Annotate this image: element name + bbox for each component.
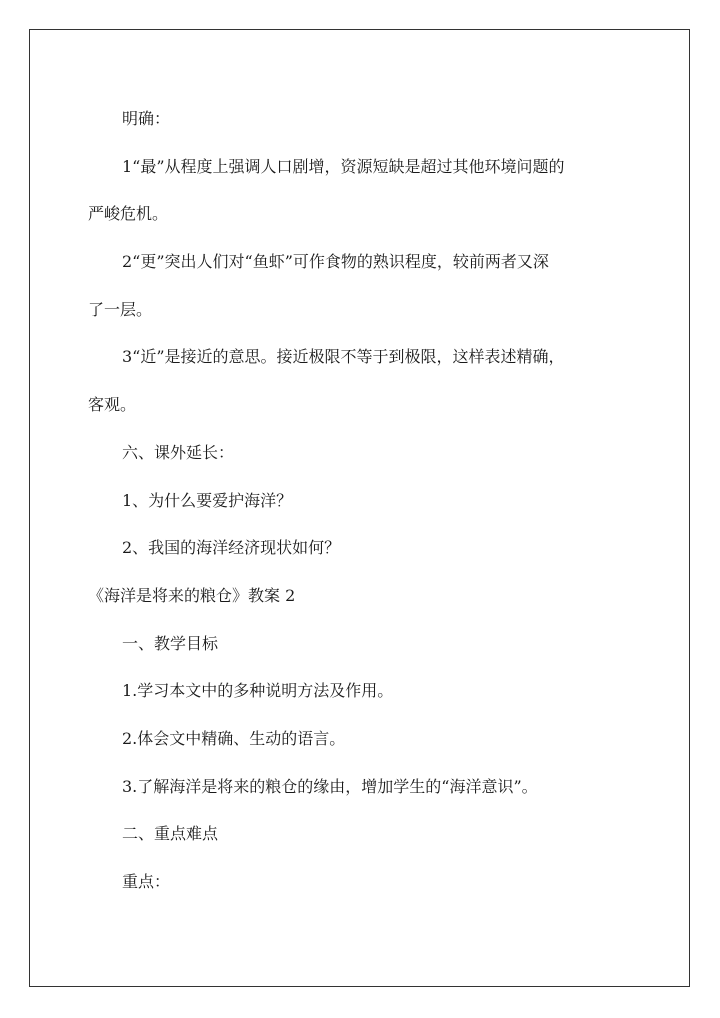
paragraph-line: 了一层。 (88, 299, 153, 319)
paragraph-line: 重点： (122, 872, 171, 891)
paragraph-line: 2“更”突出人们对“鱼虾”可作食物的熟识程度，较前两者又深 (122, 252, 549, 272)
section-heading: 一、教学目标 (122, 633, 219, 653)
list-item: 3.了解海洋是将来的粮仓的缘由，增加学生的“海洋意识”。 (122, 776, 538, 796)
paragraph-line: 客观。 (88, 395, 137, 415)
list-item: 2.体会文中精确、生动的语言。 (122, 728, 346, 748)
paragraph-line: 严峻危机。 (88, 204, 169, 224)
document-title: 《海洋是将来的粮仓》教案 2 (88, 585, 296, 605)
list-item: 1.学习本文中的多种说明方法及作用。 (122, 681, 394, 701)
document-body (88, 95, 648, 906)
list-item: 2、我国的海洋经济现状如何？ (122, 538, 341, 558)
section-heading: 二、重点难点 (122, 824, 219, 844)
paragraph-line: 1“最”从程度上强调人口剧增，资源短缺是超过其他环境问题的 (122, 156, 565, 176)
paragraph-line: 明确： (122, 109, 171, 128)
section-heading: 六、课外延长： (122, 442, 235, 462)
list-item: 1、为什么要爱护海洋？ (122, 490, 293, 510)
paragraph-line: 3“近”是接近的意思。接近极限不等于到极限，这样表述精确， (122, 347, 565, 367)
